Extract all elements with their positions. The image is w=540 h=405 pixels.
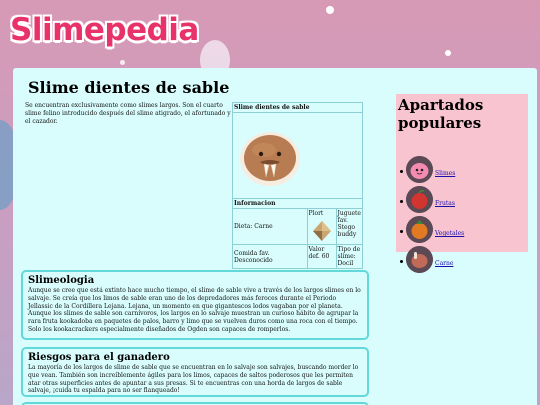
section-text: La mayoría de los largos de slime de sable que se encuentran en lo salvaje son salvajes, buscando morder lo que vean. También son increíblemente ágiles para los limos, capaces de saltos poderosos que les permiten atar otras superficies antes de apuntar a sus presas. Si te encuentras con una horda de largos de sable salvaje, ¡cuida tu espalda para no ser flanqueado! [28,364,359,395]
fruit-icon [406,186,433,213]
infobox-section-header: Informacion [233,199,363,209]
star-icon [445,50,451,56]
sidebar-item-label[interactable]: Slimes [435,170,456,177]
sidebar-item-vegetales[interactable] [410,216,520,244]
diet-cell: Dieta: Carne [233,209,308,245]
page-title: Slime dientes de sable [28,78,230,97]
section-title: Riesgos para el ganadero [28,352,170,363]
plort-label: Plort [308,210,324,217]
infobox-image-cell [233,113,363,199]
sidebar-item-slimes[interactable] [410,156,520,184]
section-card-slimeologia [21,270,369,340]
fav-food-cell: Comida fav. Desconocido [233,245,308,269]
popular-sections-sidebar [396,94,528,267]
toy-cell: Juguete fav. Stego buddy [336,209,363,245]
pink-slime-icon [406,156,433,183]
site-logo[interactable]: Slimepedia [10,12,199,48]
infobox [232,102,363,269]
intro-paragraph: Se encuentran exclusivamente como slimes largos. Son el cuarto slime felino introducido después del slime atigrado, el afortunado y el cazador. [25,102,231,125]
star-icon [120,60,125,65]
sidebar-item-label[interactable]: Frutas [435,200,455,207]
bullet [400,170,403,173]
star-icon [326,6,334,14]
bullet [400,260,403,263]
sidebar-item-carne[interactable] [410,246,520,274]
infobox-title: Slime dientes de sable [233,103,363,113]
sidebar-item-label[interactable]: Vegetales [435,230,465,237]
plort-cell [307,209,336,245]
plort-icon [309,219,335,243]
sidebar-title: Apartados populares [398,96,484,132]
vegetable-icon [406,216,433,243]
section-title: Slimeologia [28,275,95,286]
sidebar-item-label[interactable]: Carne [435,260,454,267]
section-text: Aunque se cree que está extinto hace mucho tiempo, el slime de sable vive a través de los largos slimes en lo salvaje. Se creía que los limos de sable eran uno de los depredadores más feroces durante el Periodo Jellassic de la Cordillera Lejana. Lejana, un momento en que gigantescos lodos vagaban por el planeta. Aunque los slimes de sable son carnívoros, los largos en lo salvaje muestran un curioso hábito de agrupar la rara fruta kookadoba en paquetes de palos, barro y limo que se vuelven duros como una roca con el tiempo. Solo los kookacrackers especialmente diseñados de Ogden son capaces de romperlos. [28,287,361,333]
type-cell: Tipo de slime: Docil [336,245,363,269]
meat-icon [406,246,433,273]
content-panel [13,68,537,405]
section-card-riesgos [21,347,369,397]
value-cell: Valor def. 60 [307,245,336,269]
sidebar-item-frutas[interactable] [410,186,520,214]
bullet [400,230,403,233]
saber-slime-image [234,119,306,191]
bullet [400,200,403,203]
